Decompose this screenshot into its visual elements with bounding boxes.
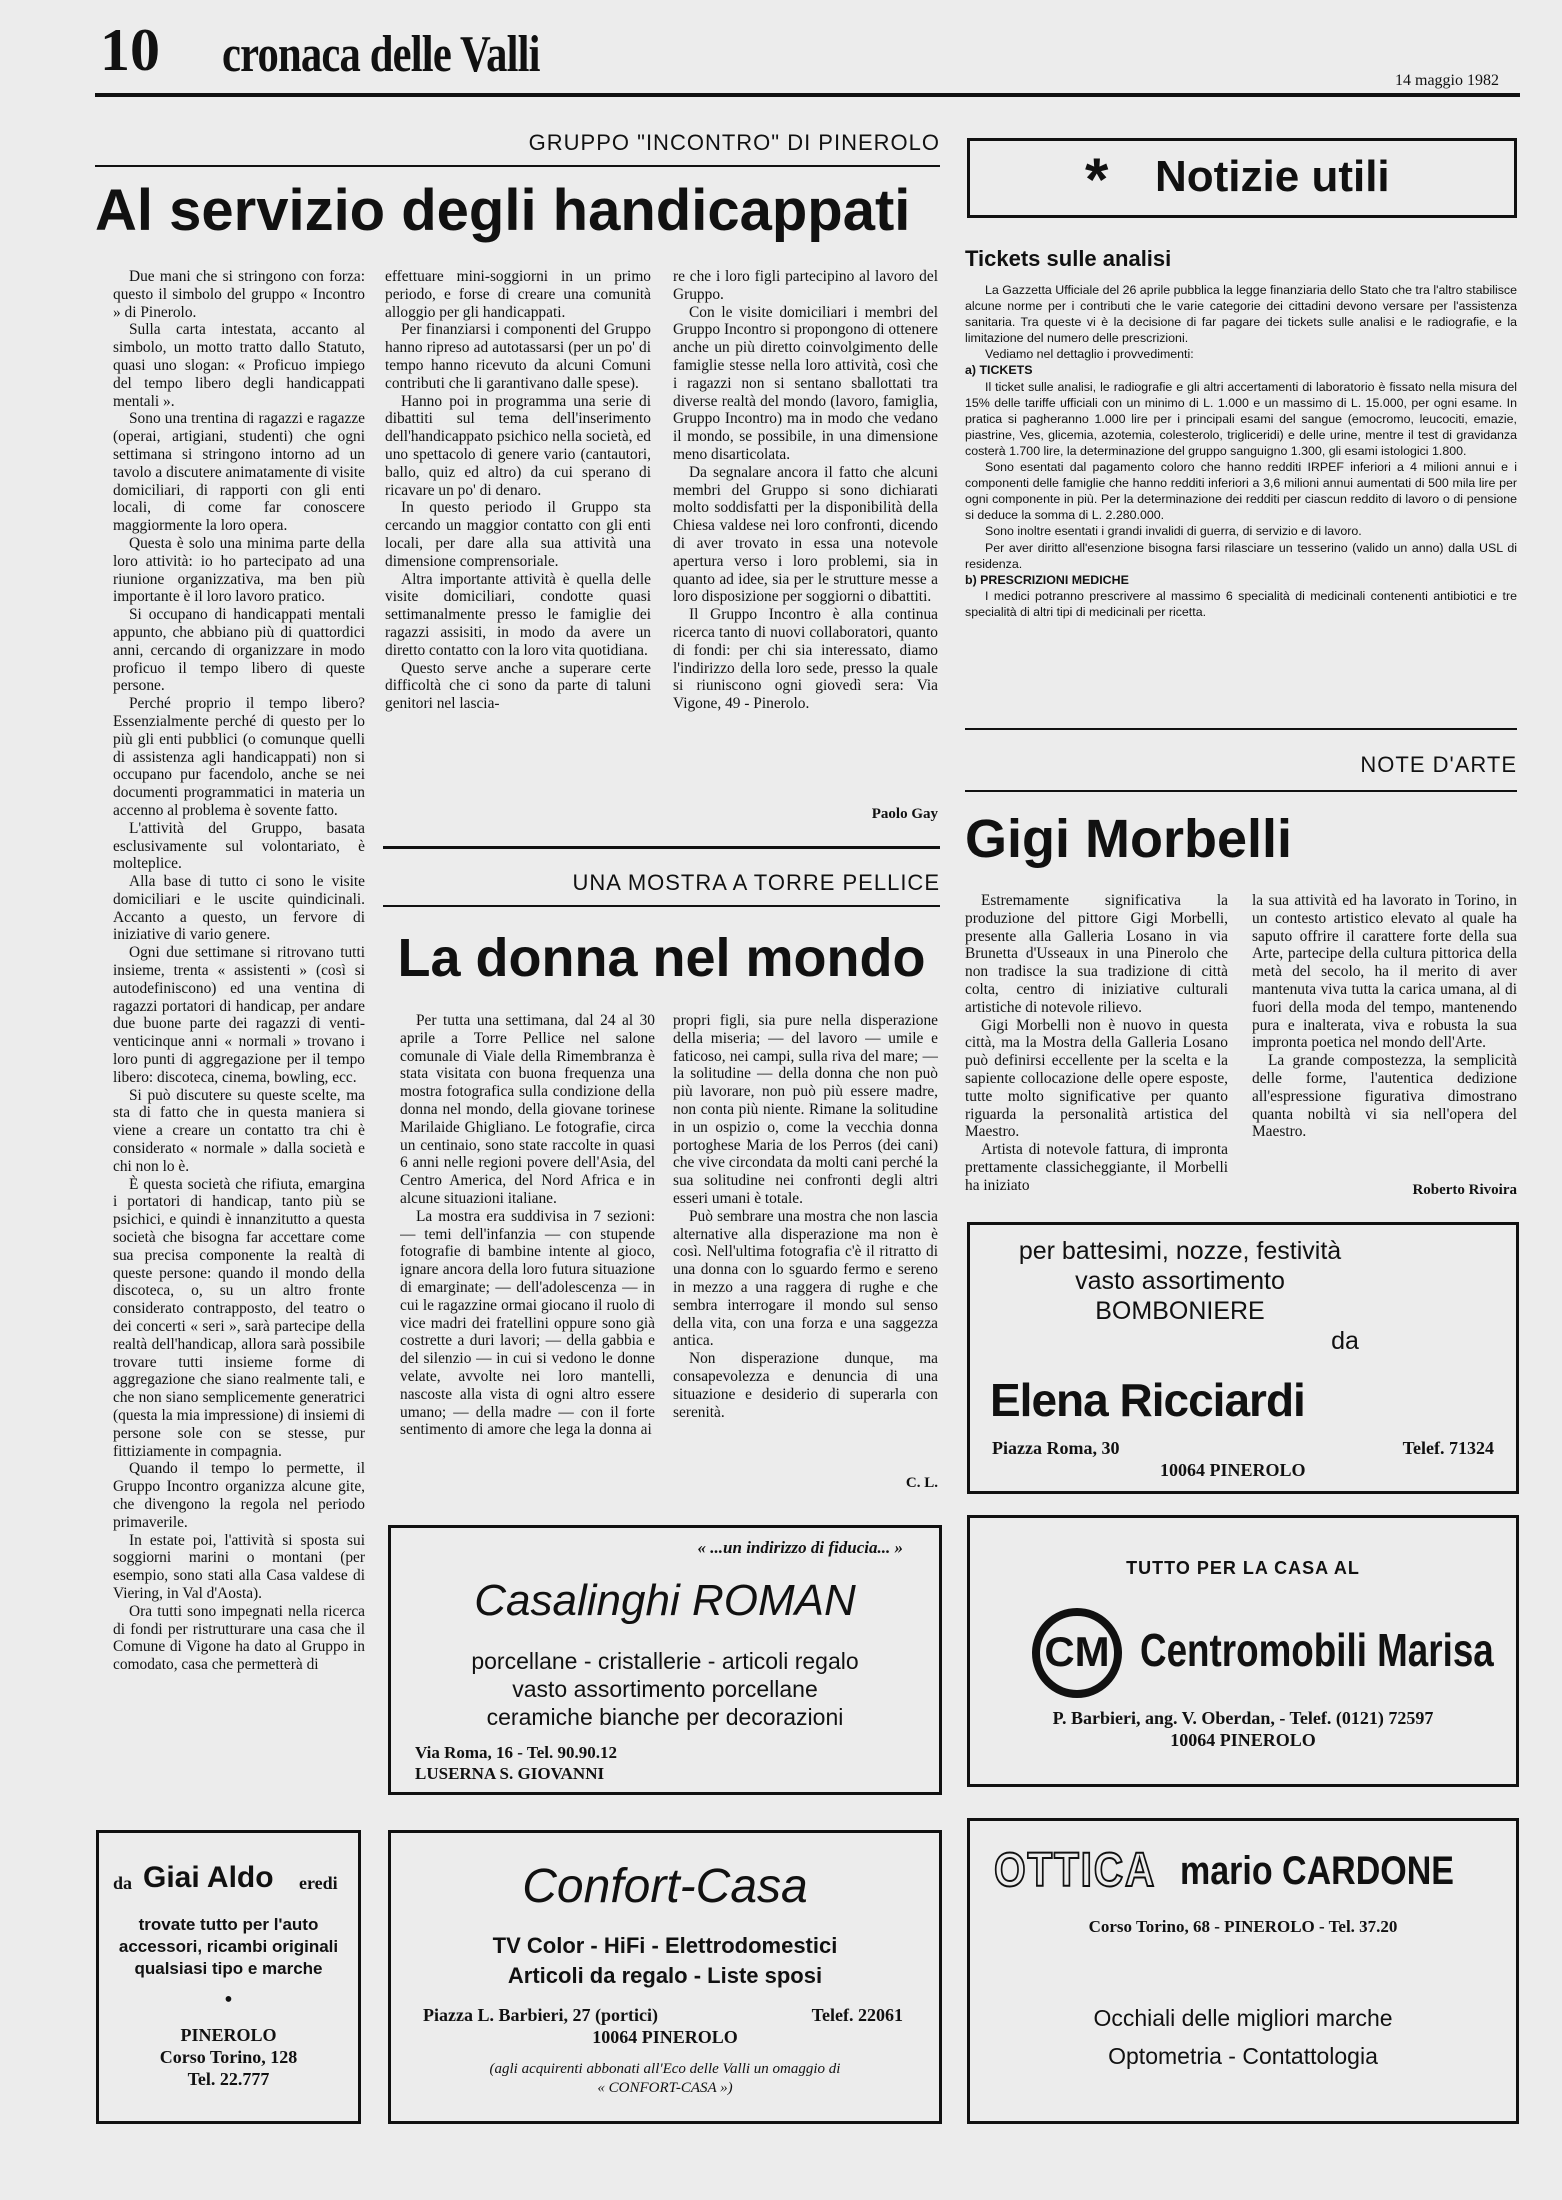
ad-address: Corso Torino, 128	[159, 2047, 298, 2067]
masthead-title: cronaca delle Valli	[222, 26, 540, 83]
ad-brand: Casalinghi ROMAN	[474, 1576, 856, 1625]
article-headline: La donna nel mondo	[397, 928, 926, 988]
paragraph: Il ticket sulle analisi, le radiografie e gli altri accertamenti di laboratorio è fissato nella misura del 15% delle tariffe ufficiali con un minimo di L. 1.000 e un massimo di L. 15.000, per ogni esame. In pratica si pagheranno 1.000 lire per i principali esami del sangue (emocromo, leucociti, emazie, piastrine, Ves, glicemia, azotemia, colesterolo, trigliceridi) e delle urine, mentre il test di gravidanza costerà 1.700 lire, la determinazione del gruppo sanguigno 1.300, gli esami istologici 1.800.	[965, 379, 1517, 458]
paragraph: La Gazzetta Ufficiale del 26 aprile pubblica la legge finanziaria dello Stato che tra l'altro stabilisce alcune norme per i contributi che le varie categorie dei cittadini devono versare per l'assistenza sanitaria. Tra queste vi è la decisione di far pagare dei tickets sulle analisi e le radiografie, e la limitazione del numero delle prescrizioni.	[965, 283, 1517, 346]
ad-address: P. Barbieri, ang. V. Oberdan, - Telef. (0121) 72597	[1052, 1708, 1434, 1728]
kicker-rule	[383, 905, 940, 907]
article-kicker: NOTE D'ARTE	[1360, 752, 1517, 777]
paragraph: L'attività del Gruppo, basata esclusivamente sul volontariato, è molteplice.	[113, 819, 365, 873]
ad-address: Piazza L. Barbieri, 27 (portici)	[423, 2005, 658, 2025]
paragraph: Può sembrare una mostra che non lascia alternative alla disperazione ma non è così. Nell'ultima fotografia c'è il ritratto di una donna con lo sguardo fermo e sereno in mezzo a una raggera di rughe e che sembra interrogare il mondo sul senso della vita, con una forza e una saggezza antica.	[673, 1207, 938, 1350]
notizie-box	[967, 138, 1517, 218]
article-column-1	[113, 268, 365, 1798]
article-column-1	[400, 1012, 655, 1502]
ad-text: vasto assortimento	[1075, 1267, 1285, 1295]
ad-address: Via Roma, 16 - Tel. 90.90.12	[415, 1743, 617, 1762]
paragraph: Due mani che si stringono con forza: questo il simbolo del gruppo « Incontro » di Pinerolo.	[113, 268, 365, 321]
ad-phone: Telef. 71324	[1402, 1438, 1494, 1458]
ad-city: LUSERNA S. GIOVANNI	[415, 1764, 605, 1783]
paragraph: Per aver diritto all'esenzione bisogna farsi rilasciare un tesserino (valido un anno) dalla USL di residenza.	[965, 540, 1517, 571]
paragraph: Perché proprio il tempo libero? Essenzialmente perché di questo per lo più gli enti pubblici (o comunque quelli di assistenza agli handicappati) non si occupano pur facendolo, anche se nei documenti programmatici in materia un accenno al problema è sovente fatto.	[113, 695, 365, 819]
paragraph: Sono esentati dal pagamento coloro che hanno redditi IRPEF inferiori a 4 milioni annui e i componenti delle famiglie che hanno redditi inferiori a 3,6 milioni annui aumentati di 500 mila lire per ogni componente in più. Per la determinazione dei redditi per ciascun reddito di lavoro o di pensione si deduce la somma di L. 2.280.000.	[965, 460, 1517, 523]
paragraph: Alla base di tutto ci sono le visite domiciliari e le uscite quindicinali. Accanto a questo, un fervore di iniziative di vario genere.	[113, 873, 365, 944]
ad-text: Occhiali delle migliori marche	[1093, 2005, 1393, 2031]
section-rule	[965, 728, 1517, 730]
article-column-2	[1252, 892, 1517, 1162]
ad-suffix: eredi	[299, 1873, 338, 1893]
ad-city: 10064 PINEROLO	[1160, 1460, 1306, 1480]
paragraph: In estate poi, l'attività si sposta sui soggiorni marini o montani (per esempio, sono stati alla Casa valdese di Viering, in Val d'Aosta).	[113, 1531, 365, 1602]
ad-city: 10064 PINEROLO	[1170, 1730, 1316, 1750]
section-title: Tickets sulle analisi	[965, 246, 1172, 271]
ad-ricciardi	[967, 1222, 1519, 1494]
page-number: 10	[100, 17, 160, 83]
ad-giai	[96, 1830, 361, 2124]
ad-note: (agli acquirenti abbonati all'Eco delle Valli un omaggio di	[489, 2061, 841, 2077]
masthead-rule	[95, 93, 1520, 97]
ad-logo-text: CM	[1044, 1628, 1110, 1675]
ad-marisa	[967, 1515, 1519, 1787]
paragraph: re che i loro figli partecipino al lavoro del Gruppo.	[673, 268, 938, 303]
ad-brand: mario CARDONE	[1180, 1849, 1454, 1893]
ad-address: Corso Torino, 68 - PINEROLO - Tel. 37.20	[1088, 1917, 1398, 1936]
paragraph: la sua attività ed ha lavorato in Torino, in un contesto artistico elevato al quale ha saputo offrire il carattere forte della sua Arte, partecipe della cultura pittorica della metà del secolo, ha il merito di aver mantenuta viva tutta la carica umana, al di fuori della moda del tempo, mantenendo pura e inalterata, viva e robusta la sua impronta poetica nel mondo dell'Arte.	[1252, 892, 1517, 1052]
ad-text: TV Color - HiFi - Elettrodomestici	[492, 1933, 838, 1958]
ad-note: « CONFORT-CASA »)	[597, 2080, 733, 2096]
paragraph: b) PRESCRIZIONI MEDICHE	[965, 572, 1129, 587]
ad-text: Articoli da regalo - Liste sposi	[507, 1963, 823, 1988]
ad-text: BOMBONIERE	[1095, 1297, 1265, 1325]
paragraph: È questa società che rifiuta, emargina i portatori di handicap, tanto più se psichici, e quindi è innanzitutto a questa società che bisogna far accettare come sua precisa componente la realtà di queste persone: quando il mondo della discoteca, o, su un altro fronte considerato contrapposto, del teatro o dei concerti « seri », sarà partecipe della realtà dell'handicap, allora sarà possibile trovare tutti insieme forme di aggregazione che siano realmente tali, e che non siano semplicemente generatrici (questa la mia impressione) di insiemi di persone sole con se stesse, pur fittiziamente in compagnia.	[113, 1175, 365, 1460]
star-icon: *	[1085, 146, 1109, 213]
article-column-3	[673, 268, 938, 816]
article-signature: Paolo Gay	[871, 806, 938, 822]
article-headline: Gigi Morbelli	[965, 809, 1293, 869]
ad-text: per battesimi, nozze, festività	[1018, 1237, 1342, 1265]
article-column-1	[965, 892, 1228, 1198]
article-signature: C. L.	[905, 1475, 938, 1491]
ad-text: TUTTO PER LA CASA AL	[1126, 1558, 1360, 1578]
paragraph: Gigi Morbelli non è nuovo in questa città, ma la Mostra della Galleria Losano può definirsi eccellente per la scelta e la sapiente collocazione delle opere esposte, tutte molto significative per quanto riguarda la personalità artistica del Maestro.	[965, 1016, 1228, 1141]
masthead-date: 14 maggio 1982	[1395, 72, 1499, 89]
paragraph: Non disperazione dunque, ma consapevolezza e denuncia di una situazione e desiderio di superarla con serenità.	[673, 1350, 938, 1421]
paragraph: a) TICKETS	[965, 363, 1033, 378]
ad-city: 10064 PINEROLO	[592, 2027, 738, 2047]
paragraph: La mostra era suddivisa in 7 sezioni: — temi dell'infanzia — con stupende fotografie di bambine intente al gioco, ignare ancora della loro futura situazione di emarginate; — dell'adolescenza — in cui le ragazzine ormai giocano il ruolo di vice madri dei fratellini oppure sono già costrette a duri lavori; — della gabbia e del silenzio — in cui si vedono le donne velate, avvolte nei loro mantelli, nascoste alla vista di ogni altro essere umano; — della madre — con il forte sentimento di amore che lega la donna ai	[400, 1207, 655, 1439]
paragraph: Il Gruppo Incontro è alla continua ricerca tanto di nuovi collaboratori, quanto di fondi: per chi sia interessato, diamo l'indirizzo della loro sede, presso la quale si riuniscono ogni giovedì sera: Via Vigone, 49 - Pinerolo.	[673, 606, 938, 713]
article-column-2	[385, 268, 651, 828]
notizie-title: Notizie utili	[1155, 152, 1390, 201]
section-rule	[383, 846, 940, 849]
ad-confort	[388, 1830, 942, 2124]
article-column-2	[673, 1012, 938, 1484]
article-kicker: GRUPPO "INCONTRO" DI PINEROLO	[528, 130, 940, 155]
paragraph: Sono una trentina di ragazzi e ragazze (operai, artigiani, studenti) che ogni settimana si stringono intorno ad un tavolo a discutere animatamente di visite domiciliari, di rapporti con gli enti locali, di come far conoscere maggiormente la loro opera.	[113, 410, 365, 535]
ad-phone: Tel. 22.777	[187, 2069, 270, 2089]
ad-address: Piazza Roma, 30	[992, 1438, 1120, 1458]
paragraph: Questa è solo una minima parte della loro attività: io ho partecipato ad una riunione organizzativa, ma ben più importante è il loro lavoro pratico.	[113, 534, 365, 606]
paragraph: Ora tutti sono impegnati nella ricerca di fondi per ristrutturare una casa che il Comune di Vigone ha dato al Gruppo in comodato, casa che permetterà di	[113, 1602, 365, 1674]
paragraph: La grande compostezza, la semplicità delle forme, l'autentica dedizione all'espressione figurativa dimostrano quanta nobiltà vi sia nell'opera del Maestro.	[1252, 1052, 1517, 1141]
paragraph: Estremamente significativa la produzione del pittore Gigi Morbelli, presente alla Galleria Losano in via Brunetta d'Usseaux in una Pinerolo che non tradisce la sua tradizione di città colta, centro di iniziative culturali artistiche di notevole rilievo.	[965, 892, 1228, 1016]
ad-text: porcellane - cristallerie - articoli regalo	[471, 1648, 859, 1674]
paragraph: Sulla carta intestata, accanto al simbolo, un motto tratto dallo Statuto, quasi uno slogan: « Proficuo impiego del tempo libero degli handicappati mentali ».	[113, 321, 365, 410]
ad-brand: Centromobili Marisa	[1140, 1624, 1494, 1676]
paragraph: effettuare mini-soggiorni in un primo periodo, e forse di creare una comunità alloggio per gli handicappati.	[385, 268, 651, 321]
ad-roman	[388, 1525, 942, 1795]
ad-prefix: da	[113, 1873, 133, 1893]
paragraph: Ogni due settimane si ritrovano tutti insieme, trenta « assistenti » (così si autodefiniscono) ed una ventina di ragazzi portatori di handicap, per andare due buone parte dei ragazzi di venti-venticinque anni « normali » trovano i loro punti di aggregazione per il tempo libero: discoteca, cinema, bowling, ecc.	[113, 944, 365, 1086]
article-signature: Roberto Rivoira	[1412, 1182, 1517, 1198]
ad-text: ceramiche bianche per decorazioni	[486, 1704, 844, 1730]
paragraph: Si può discutere su queste scelte, ma sta di fatto che in questa maniera si viene a creare un contatto tra chi è considerato « normale » dalla società e chi non lo è.	[113, 1086, 365, 1175]
ad-tagline: « ...un indirizzo di fiducia... »	[697, 1538, 903, 1557]
paragraph: propri figli, sia pure nella disperazione della miseria; — del lavoro — umile e faticoso, nei campi, sulla riva del mare; — la solitudine — della donna che non può più lavorare, non può più essere madre, non conta più niente. Rimane la solitudine in un ospizio o, come la vecchia donna portoghese Maria de los Perros (dei cani) che vive circondata da molti cani perché la sua solitudine nei confronti degli altri esseri umani è totale.	[673, 1012, 938, 1207]
ad-phone: Telef. 22061	[811, 2005, 903, 2025]
ad-text: qualsiasi tipo e marche	[134, 1959, 323, 1978]
ad-text: da	[1331, 1327, 1359, 1355]
paragraph: Da segnalare ancora il fatto che alcuni membri del Gruppo si sono dichiarati molto soddisfatti per la disponibilità della Chiesa valdese nei loro confronti, dicendo di aver trovato in essa una notevole apertura verso i loro problemi, sia in quanto ad idee, sia per le strutture messe a loro disposizione per soggiorni o dibattiti.	[673, 463, 938, 606]
paragraph: Questo serve anche a superare certe difficoltà che ci sono da parte di taluni genitori nel lascia-	[385, 659, 651, 713]
paragraph: Hanno poi in programma una serie di dibattiti sul tema dell'inserimento dell'handicappato psichico nella società, ed uno spettacolo di genere vario (cantautori, ballo, quiz ed altro) da cui sperano di ricavare un po' di denaro.	[385, 392, 651, 499]
ad-text: trovate tutto per l'auto	[138, 1915, 319, 1934]
kicker-rule	[965, 790, 1517, 792]
ad-brand: Elena Ricciardi	[990, 1374, 1305, 1426]
ad-brand-outline: OTTICA	[994, 1844, 1157, 1897]
ad-brand: Confort-Casa	[522, 1860, 808, 1913]
notizie-text	[965, 282, 1517, 620]
paragraph: Per finanziarsi i componenti del Gruppo hanno ripreso ad autotassarsi (per un po' di tempo hanno ricevuto da alcuni Comuni contributi che li garantivano dalle spese).	[385, 321, 651, 392]
paragraph: Si occupano di handicappati mentali appunto, che abbiano più di quattordici anni, cercando di organizzare in modo proficuo il tempo libero di queste persone.	[113, 606, 365, 695]
paragraph: Quando il tempo lo permette, il Gruppo Incontro organizza alcune gite, che divengono la regola nel periodo primaverile.	[113, 1460, 365, 1531]
ad-text: Optometria - Contattologia	[1108, 2043, 1378, 2069]
paragraph: Altra importante attività è quella delle visite domiciliari, condotte quasi settimanalmente presso le famiglie dei ragazzi assisiti, in modo da avere un diretto contatto con la loro vita quotidiana.	[385, 570, 651, 659]
ad-ottica	[967, 1818, 1519, 2124]
paragraph: Con le visite domiciliari i membri del Gruppo Incontro si propongono di ottenere anche un più diretto coinvolgimento delle famiglie stesse nella loro attività, così che i ragazzi non si sentano sballottati tra diverse realtà del mondo (lavoro, famiglia, Gruppo Incontro) ma in modo che vedano il mondo, se possibile, in una dimensione meno disarticolata.	[673, 303, 938, 463]
article-headline: Al servizio degli handicappati	[95, 178, 911, 243]
paragraph: Artista di notevole fattura, di impronta prettamente classicheggiante, il Morbelli ha iniziato	[965, 1141, 1228, 1194]
paragraph: I medici potranno prescrivere al massimo 6 specialità di medicinali contenenti antibiotici e tre specialità di altri tipi di medicinali per ricetta.	[965, 588, 1517, 619]
ad-brand: Giai Aldo	[143, 1861, 274, 1894]
cm-logo-icon	[1032, 1608, 1122, 1698]
paragraph: Per tutta una settimana, dal 24 al 30 aprile a Torre Pellice nel salone comunale di Viale della Rimembranza è stata visitata con buona frequenza una mostra fotografica sulla condizione della donna nel mondo, della giovane torinese Marilaide Ghigliano. Le fotografie, circa un centinaio, sono state raccolte in quasi 6 anni nelle regioni povere dell'Asia, del Centro America, del Nord Africa e in alcune situazioni italiane.	[400, 1012, 655, 1207]
kicker-rule	[95, 165, 940, 167]
ad-text: vasto assortimento porcellane	[512, 1676, 818, 1702]
paragraph: In questo periodo il Gruppo sta cercando un maggior contatto con gli enti locali, per dare alla sua attività una dimensione comprensoriale.	[385, 499, 651, 570]
paragraph: Vediamo nel dettaglio i provvedimenti:	[985, 347, 1194, 362]
ad-city: PINEROLO	[180, 2025, 277, 2045]
article-kicker: UNA MOSTRA A TORRE PELLICE	[572, 870, 940, 895]
ad-text: accessori, ricambi originali	[118, 1937, 339, 1956]
paragraph: Sono inoltre esentati i grandi invalidi di guerra, di servizio e di lavoro.	[985, 524, 1362, 539]
bullet-icon: •	[224, 1987, 233, 2013]
